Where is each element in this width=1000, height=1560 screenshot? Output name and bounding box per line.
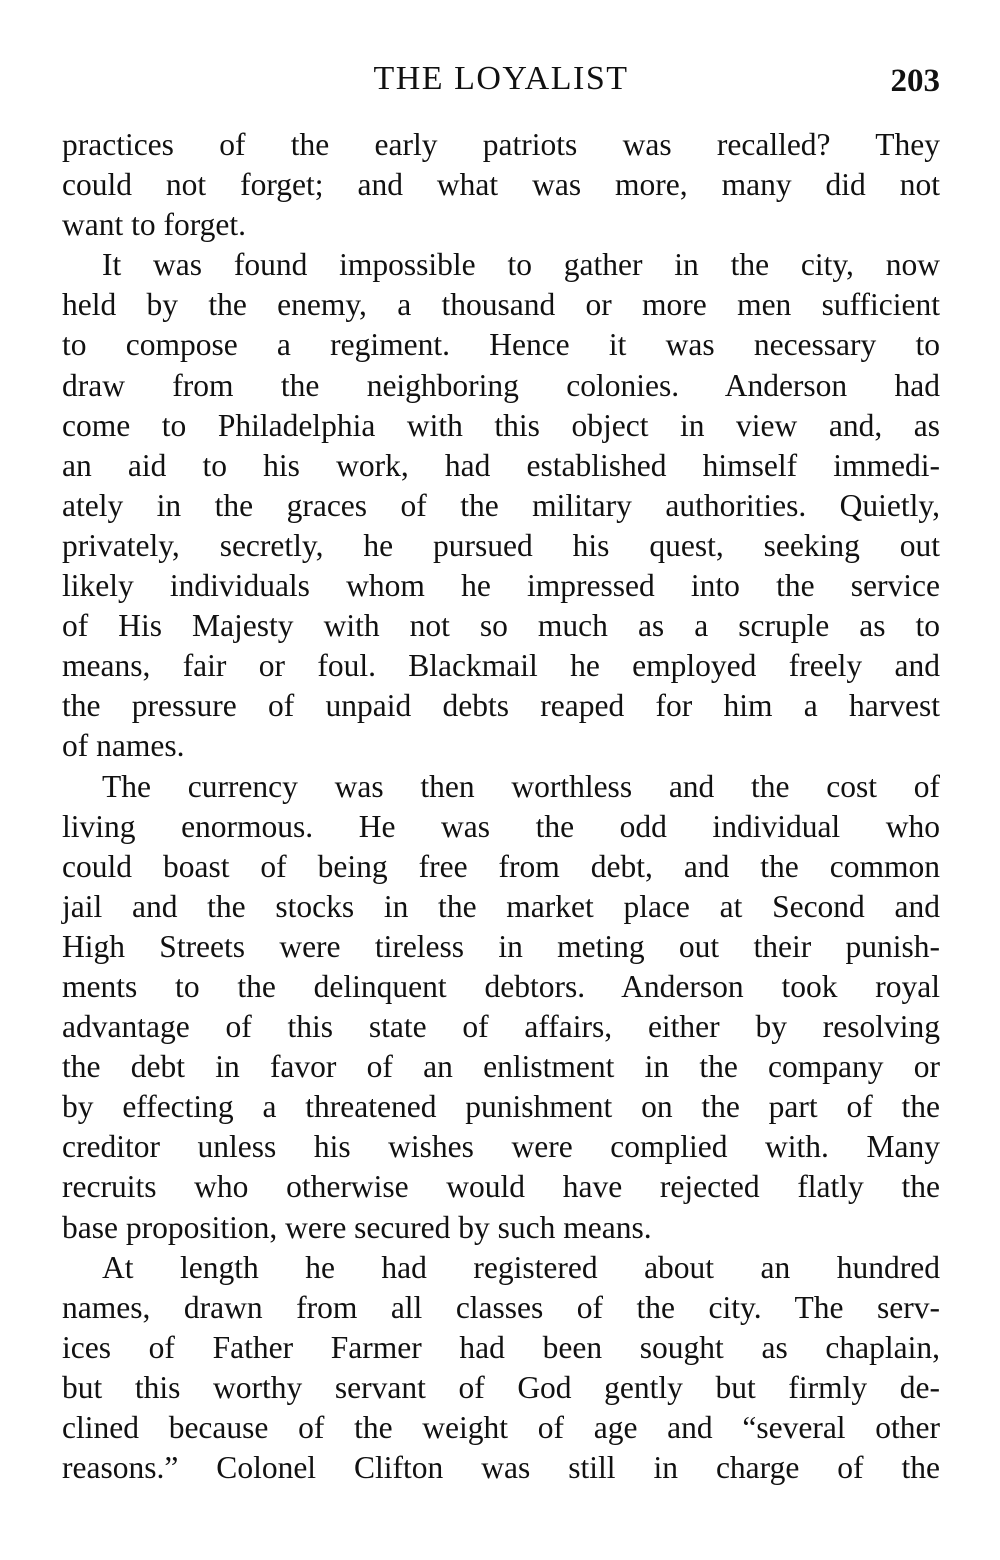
text-line: by effecting a threatened punishment on the part of the xyxy=(62,1089,940,1125)
text-line: likely individuals whom he impressed into the service xyxy=(62,568,940,604)
text-line: living enormous. He was the odd individual who xyxy=(62,808,940,844)
text-line: privately, secretly, he pursued his quest, seeking out xyxy=(62,527,940,563)
text-line: held by the enemy, a thousand or more men sufficient xyxy=(62,287,940,323)
text-line: ments to the delinquent debtors. Anderson took royal xyxy=(62,968,940,1004)
text-line: clined because of the weight of age and “several other xyxy=(62,1410,940,1445)
text-line: High Streets were tireless in meting out their punish- xyxy=(62,928,940,964)
text-line: It was found impossible to gather in the city, now xyxy=(102,247,940,283)
text-line: At length he had registered about an hundred xyxy=(102,1249,940,1285)
body-text xyxy=(62,125,940,1488)
text-line: ately in the graces of the military authorities. Quietly, xyxy=(62,487,940,523)
text-line: jail and the stocks in the market place at Second and xyxy=(62,888,940,924)
text-line: of His Majesty with not so much as a scruple as to xyxy=(62,608,940,644)
text-line: draw from the neighboring colonies. Anderson had xyxy=(62,367,940,403)
text-line: an aid to his work, had established himself immedi- xyxy=(62,447,940,483)
text-line: names, drawn from all classes of the city. The serv- xyxy=(62,1289,940,1325)
text-line: reasons.” Colonel Clifton was still in charge of the xyxy=(62,1450,940,1486)
running-title: THE LOYALIST xyxy=(373,60,629,97)
text-line: base proposition, were secured by such means. xyxy=(62,1209,652,1245)
page-header xyxy=(62,54,940,104)
text-line: advantage of this state of affairs, either by resolving xyxy=(62,1009,940,1045)
text-line: The currency was then worthless and the cost of xyxy=(102,768,940,804)
text-line: practices of the early patriots was recalled? They xyxy=(62,127,940,162)
text-line: to compose a regiment. Hence it was necessary to xyxy=(62,327,940,363)
text-line: the pressure of unpaid debts reaped for him a harvest xyxy=(62,688,940,724)
text-line: recruits who otherwise would have rejected flatly the xyxy=(62,1169,940,1205)
text-line: could boast of being free from debt, and the common xyxy=(62,848,940,884)
text-line: means, fair or foul. Blackmail he employed freely and xyxy=(62,648,940,684)
text-line: of names. xyxy=(62,728,185,764)
text-line: come to Philadelphia with this object in view and, as xyxy=(62,407,940,443)
text-line: the debt in favor of an enlistment in the company or xyxy=(62,1049,940,1085)
text-line: want to forget. xyxy=(62,207,247,243)
text-line: creditor unless his wishes were complied with. Many xyxy=(62,1129,940,1165)
text-line: but this worthy servant of God gently but firmly de- xyxy=(62,1369,940,1405)
page-number: 203 xyxy=(890,63,940,99)
text-line: ices of Father Farmer had been sought as chaplain, xyxy=(62,1329,940,1365)
text-line: could not forget; and what was more, many did not xyxy=(62,167,940,203)
